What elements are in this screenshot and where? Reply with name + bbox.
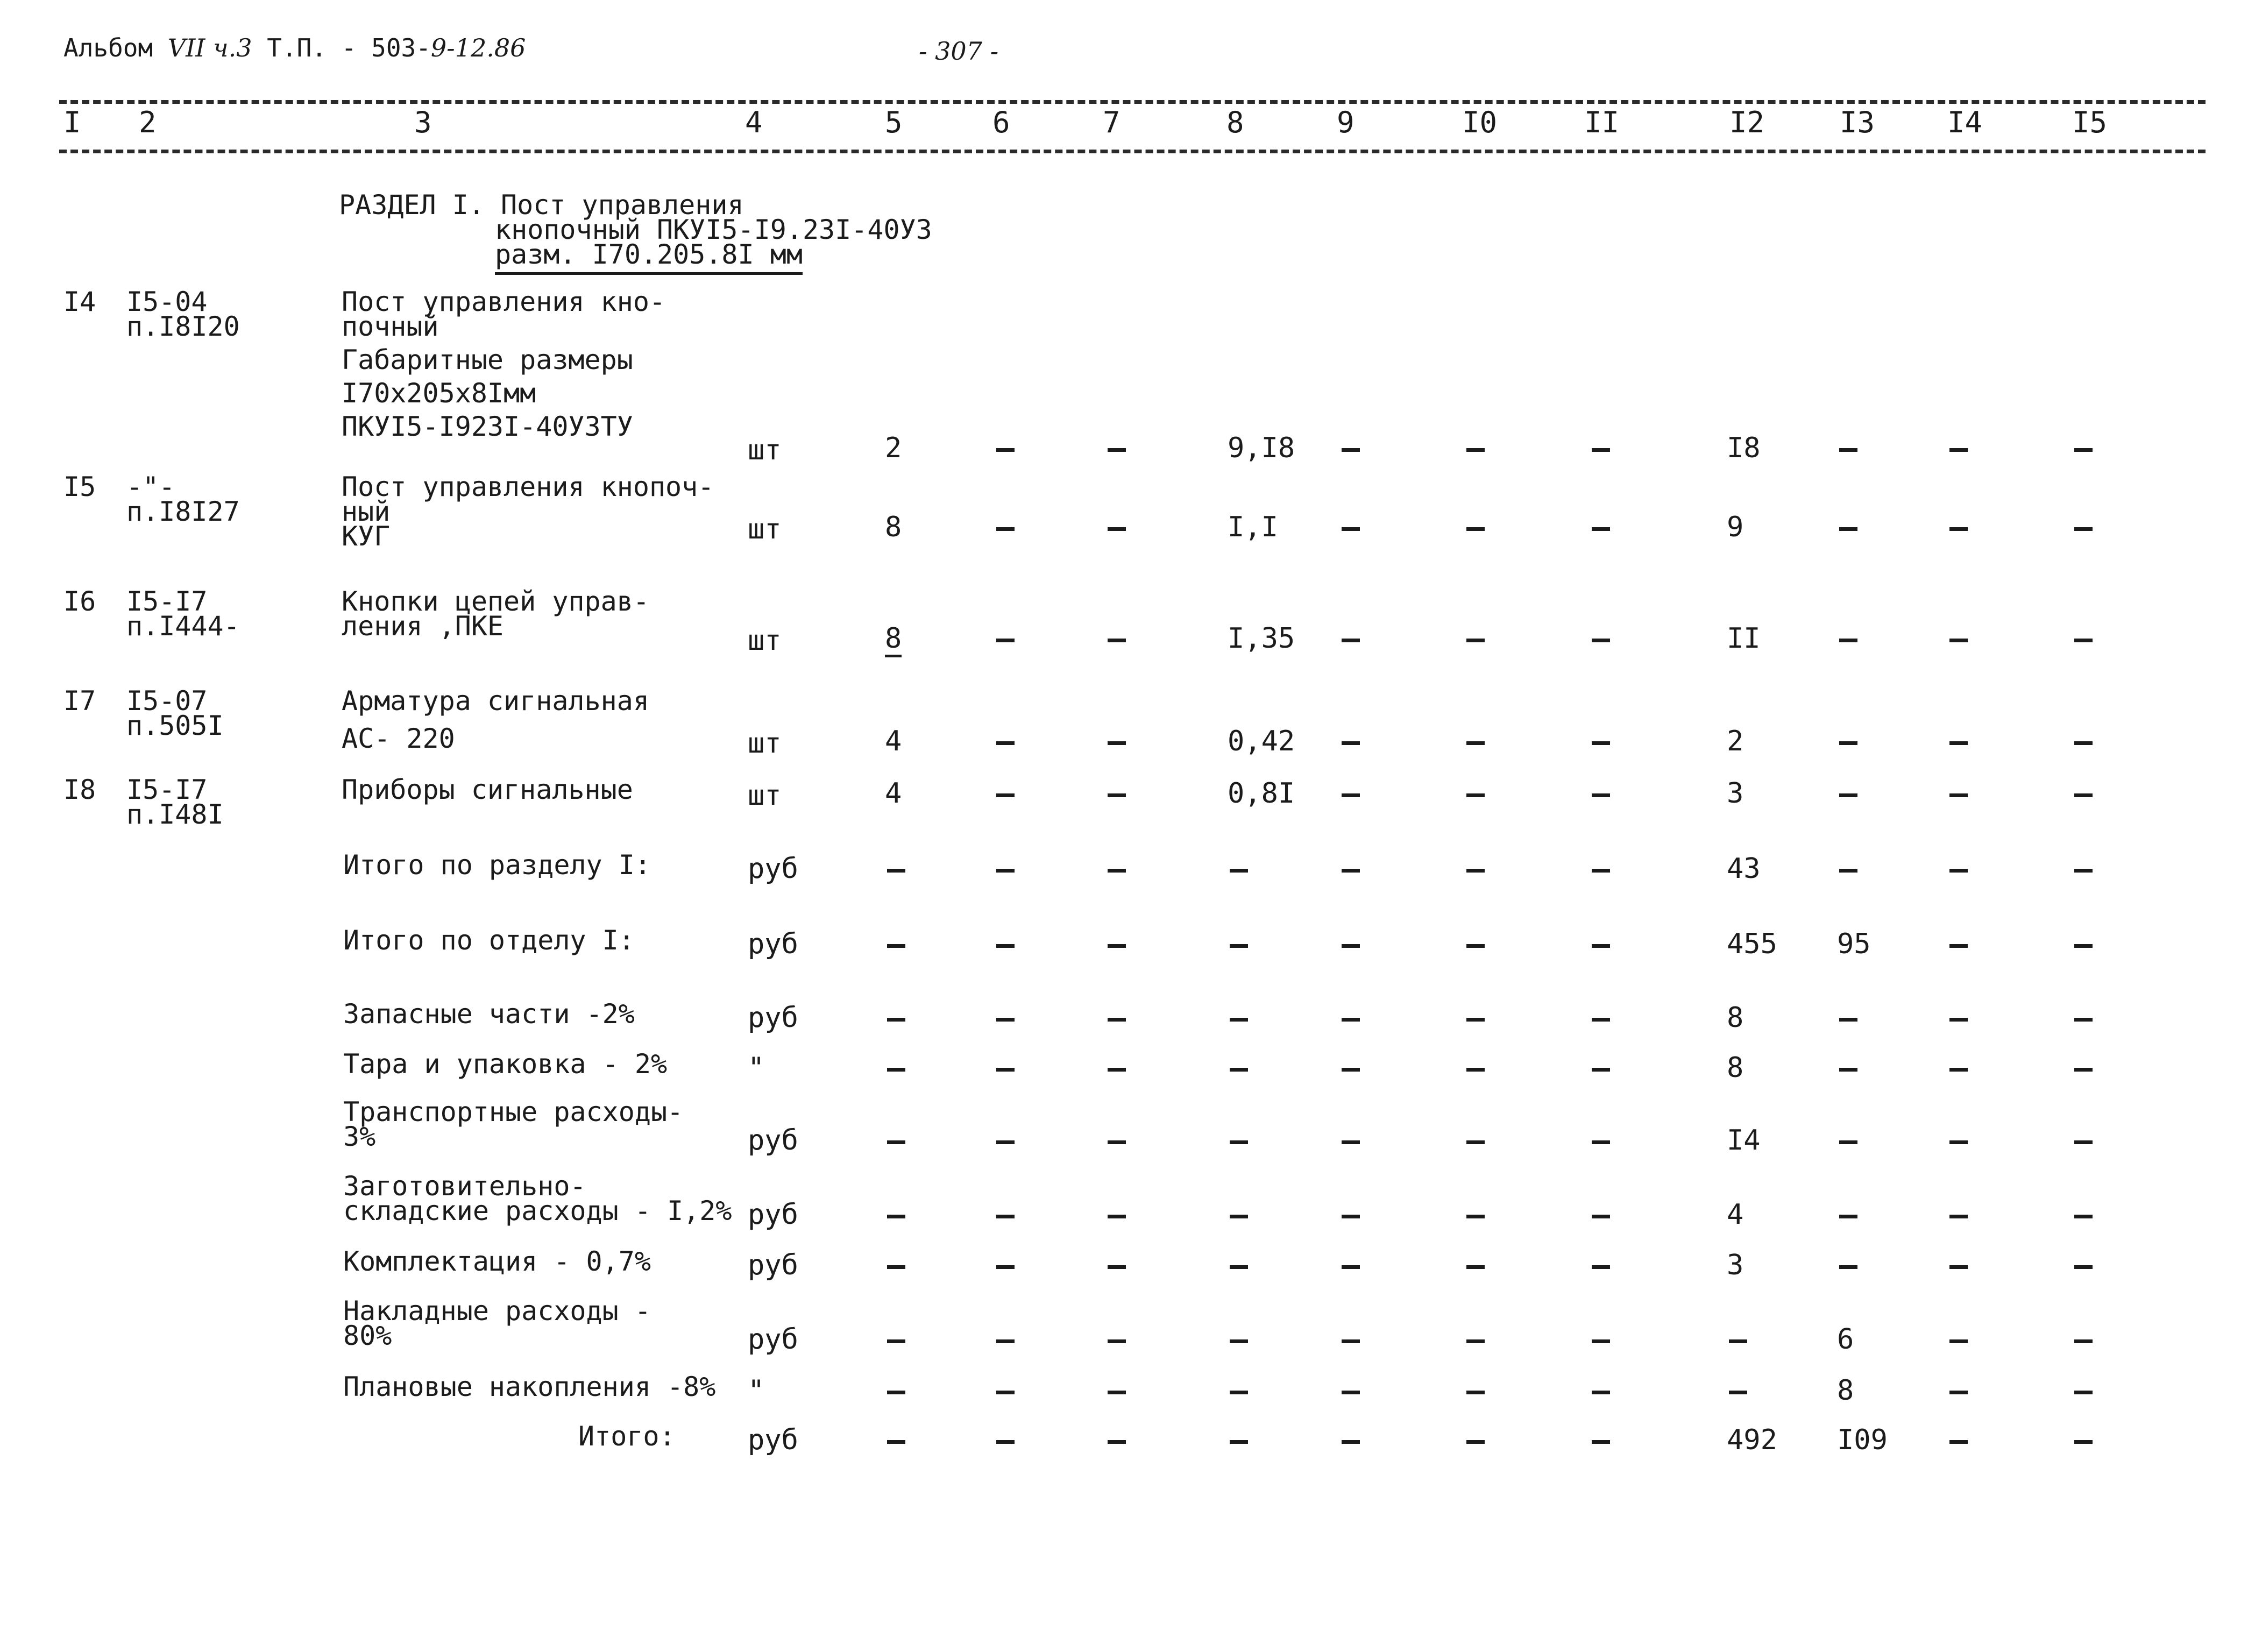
empty-cell-dash [996, 1391, 1015, 1394]
column-number: I0 [1462, 105, 1498, 139]
empty-cell-dash [1592, 1391, 1610, 1394]
empty-cell-dash [1949, 448, 1968, 452]
header-rule-top [59, 100, 2206, 104]
empty-cell-dash [1592, 1339, 1610, 1343]
empty-cell-dash [1592, 639, 1610, 642]
item-code: I5-I7 [126, 586, 208, 617]
empty-cell-dash [996, 448, 1015, 452]
summary-label-line: Плановые накопления -8% [343, 1371, 716, 1402]
empty-cell-dash [1108, 944, 1126, 948]
empty-cell-dash [1230, 869, 1248, 873]
summary-label [343, 1171, 732, 1226]
column-number: I [63, 105, 81, 139]
item-description [342, 774, 633, 805]
empty-cell-dash [1342, 741, 1360, 745]
empty-cell-dash [1839, 741, 1857, 745]
empty-cell-dash [996, 639, 1015, 642]
item-code-paragraph: п.I8I27 [126, 496, 240, 527]
empty-cell-dash [2074, 1215, 2093, 1218]
item-description-line: Арматура сигнальная [342, 685, 649, 717]
empty-cell-dash [1466, 1440, 1485, 1444]
empty-cell-dash [887, 1068, 905, 1072]
empty-cell-dash [996, 1140, 1015, 1144]
empty-cell-dash [887, 1265, 905, 1269]
empty-cell-dash [1342, 869, 1360, 873]
empty-cell-dash [1466, 944, 1485, 948]
empty-cell-dash [887, 1440, 905, 1444]
empty-cell-dash [1949, 1215, 1968, 1218]
section-title-line2: кнопочный ПКУI5-I9.23I-40У3 [495, 214, 932, 245]
summary-label [343, 1096, 684, 1152]
empty-cell-dash [1949, 1391, 1968, 1394]
summary-label-line: Заготовительно- [343, 1171, 586, 1202]
summary-label-line: 3% [343, 1121, 376, 1152]
empty-cell-dash [1230, 1215, 1248, 1218]
empty-cell-dash [1839, 448, 1857, 452]
item-description-line: КУГ [342, 521, 391, 552]
empty-cell-dash [2074, 869, 2093, 873]
item-description [342, 286, 666, 442]
summary-wage-cell: 95 [1837, 928, 1871, 960]
column-number: I4 [1947, 105, 1983, 139]
empty-cell-dash [1108, 1140, 1126, 1144]
empty-cell-dash [1108, 1215, 1126, 1218]
empty-cell-dash [1949, 1265, 1968, 1269]
empty-cell-dash [1230, 1391, 1248, 1394]
item-description-line: ПКУI5-I923I-40У3ТУ [342, 411, 633, 442]
empty-cell-dash [1466, 793, 1485, 797]
summary-label-line: Итого по отделу I: [343, 925, 635, 956]
summary-label-line: Итого: [578, 1421, 676, 1452]
empty-cell-dash [1949, 1140, 1968, 1144]
empty-cell-dash [1342, 448, 1360, 452]
empty-cell-dash [1108, 1018, 1126, 1022]
empty-cell-dash [1342, 1391, 1360, 1394]
empty-cell-dash [1342, 1018, 1360, 1022]
total-cost-cell: 2 [1727, 725, 1744, 757]
summary-total-cell: 455 [1727, 928, 1777, 960]
unit-price-cell: 0,42 [1228, 725, 1295, 757]
section-title-line3: разм. I70.205.8I мм [495, 239, 803, 275]
empty-cell-dash [2074, 793, 2093, 797]
quantity-cell: 8 [885, 622, 902, 657]
empty-cell-dash [887, 944, 905, 948]
section-title [339, 189, 932, 270]
empty-cell-dash [996, 944, 1015, 948]
empty-cell-dash [1592, 1068, 1610, 1072]
empty-cell-dash [887, 1215, 905, 1218]
unit-cell: шт [748, 625, 782, 657]
column-number: 3 [414, 105, 432, 139]
item-description-line: Пост управления кнопоч- [342, 471, 714, 502]
summary-label-line: Запасные части -2% [343, 998, 635, 1030]
empty-cell-dash [1108, 448, 1126, 452]
total-cost-cell: 3 [1727, 777, 1744, 810]
unit-cell: " [748, 1052, 765, 1084]
summary-label-line: складские расходы - I,2% [343, 1195, 732, 1226]
empty-cell-dash [996, 1440, 1015, 1444]
summary-label-line: Накладные расходы - [343, 1295, 651, 1327]
empty-cell-dash [1729, 1391, 1747, 1394]
empty-cell-dash [1108, 639, 1126, 642]
empty-cell-dash [1342, 793, 1360, 797]
empty-cell-dash [1342, 1140, 1360, 1144]
item-description [342, 471, 714, 552]
column-number: 7 [1103, 105, 1121, 139]
empty-cell-dash [1839, 527, 1857, 531]
item-code: -"- [126, 471, 175, 502]
empty-cell-dash [996, 527, 1015, 531]
empty-cell-dash [1230, 1339, 1248, 1343]
empty-cell-dash [1466, 741, 1485, 745]
column-number: 9 [1337, 105, 1355, 139]
summary-label-line: Итого по разделу I: [343, 849, 651, 881]
empty-cell-dash [1839, 1018, 1857, 1022]
item-description-line: АС- 220 [342, 723, 455, 754]
unit-cell: руб [748, 1124, 798, 1157]
item-number: I7 [63, 685, 96, 717]
summary-wage-cell: 8 [1837, 1374, 1854, 1407]
item-number: I4 [63, 286, 96, 317]
empty-cell-dash [1592, 527, 1610, 531]
empty-cell-dash [1466, 1265, 1485, 1269]
item-number: I6 [63, 586, 96, 617]
total-cost-cell: II [1727, 622, 1761, 655]
empty-cell-dash [1342, 944, 1360, 948]
item-code-paragraph: п.I8I20 [126, 311, 240, 342]
column-number: 8 [1226, 105, 1244, 139]
empty-cell-dash [996, 869, 1015, 873]
quantity-cell: 2 [885, 432, 902, 464]
unit-cell: руб [748, 1323, 798, 1356]
empty-cell-dash [1108, 869, 1126, 873]
unit-cell: шт [748, 779, 782, 812]
empty-cell-dash [887, 1140, 905, 1144]
empty-cell-dash [1342, 1440, 1360, 1444]
unit-price-cell: 9,I8 [1228, 432, 1295, 464]
column-number: I5 [2072, 105, 2108, 139]
empty-cell-dash [1466, 1068, 1485, 1072]
empty-cell-dash [996, 741, 1015, 745]
empty-cell-dash [1108, 1265, 1126, 1269]
empty-cell-dash [1230, 944, 1248, 948]
unit-cell: руб [748, 1199, 798, 1231]
empty-cell-dash [1230, 1440, 1248, 1444]
empty-cell-dash [1949, 869, 1968, 873]
summary-label [343, 849, 651, 881]
empty-cell-dash [1466, 1339, 1485, 1343]
empty-cell-dash [1592, 741, 1610, 745]
summary-total-cell: 8 [1727, 1052, 1744, 1084]
empty-cell-dash [1949, 944, 1968, 948]
empty-cell-dash [1466, 869, 1485, 873]
empty-cell-dash [1342, 1068, 1360, 1072]
empty-cell-dash [1466, 448, 1485, 452]
summary-label-line: 80% [343, 1320, 392, 1351]
unit-price-cell: I,35 [1228, 622, 1295, 655]
unit-price-cell: I,I [1228, 511, 1278, 543]
summary-label [343, 998, 635, 1030]
album-reference: Альбом VII ч.3 Т.П. - 503-9-12.86 [63, 33, 526, 62]
empty-cell-dash [2074, 1440, 2093, 1444]
empty-cell-dash [1342, 639, 1360, 642]
empty-cell-dash [1466, 527, 1485, 531]
empty-cell-dash [1342, 527, 1360, 531]
column-number: I3 [1840, 105, 1875, 139]
empty-cell-dash [1466, 1018, 1485, 1022]
empty-cell-dash [1592, 1018, 1610, 1022]
item-code-paragraph: п.I48I [126, 799, 224, 830]
item-description-line: Кнопки цепей управ- [342, 586, 649, 617]
empty-cell-dash [2074, 639, 2093, 642]
column-number: I2 [1729, 105, 1765, 139]
summary-label-line: Комплектация - 0,7% [343, 1246, 651, 1277]
item-description-line: Пост управления кно- [342, 286, 666, 317]
empty-cell-dash [1466, 1140, 1485, 1144]
empty-cell-dash [1466, 1391, 1485, 1394]
empty-cell-dash [887, 1339, 905, 1343]
unit-cell: руб [748, 928, 798, 960]
empty-cell-dash [1230, 1068, 1248, 1072]
item-code-paragraph: п.505I [126, 710, 224, 741]
empty-cell-dash [996, 1215, 1015, 1218]
summary-label [343, 1246, 651, 1277]
column-number: 2 [139, 105, 157, 139]
empty-cell-dash [996, 1018, 1015, 1022]
quantity-cell: 4 [885, 725, 902, 757]
empty-cell-dash [2074, 448, 2093, 452]
unit-cell: " [748, 1374, 765, 1407]
unit-cell: руб [748, 1002, 798, 1034]
empty-cell-dash [1342, 1265, 1360, 1269]
empty-cell-dash [1949, 1068, 1968, 1072]
empty-cell-dash [1230, 1265, 1248, 1269]
column-number: 4 [745, 105, 763, 139]
unit-cell: руб [748, 853, 798, 885]
item-description-line: ления ,ПКЕ [342, 611, 504, 642]
summary-label [343, 1295, 651, 1351]
empty-cell-dash [1839, 869, 1857, 873]
empty-cell-dash [996, 1068, 1015, 1072]
item-number: I8 [63, 774, 96, 805]
empty-cell-dash [1592, 1440, 1610, 1444]
empty-cell-dash [1839, 793, 1857, 797]
empty-cell-dash [887, 869, 905, 873]
empty-cell-dash [1342, 1215, 1360, 1218]
empty-cell-dash [2074, 1140, 2093, 1144]
summary-label [343, 1048, 668, 1080]
summary-label-line: Тара и упаковка - 2% [343, 1048, 668, 1080]
item-description-line: Приборы сигнальные [342, 774, 633, 805]
empty-cell-dash [2074, 1265, 2093, 1269]
empty-cell-dash [2074, 527, 2093, 531]
empty-cell-dash [1108, 793, 1126, 797]
empty-cell-dash [1466, 1215, 1485, 1218]
item-number: I5 [63, 471, 96, 502]
empty-cell-dash [2074, 944, 2093, 948]
item-code: I5-I7 [126, 774, 208, 805]
empty-cell-dash [1949, 527, 1968, 531]
empty-cell-dash [1839, 1215, 1857, 1218]
empty-cell-dash [1729, 1339, 1747, 1343]
empty-cell-dash [1839, 1265, 1857, 1269]
empty-cell-dash [1839, 1068, 1857, 1072]
section-title-line1: РАЗДЕЛ I. Пост управления [339, 189, 744, 221]
item-code: I5-07 [126, 685, 208, 717]
empty-cell-dash [2074, 1391, 2093, 1394]
empty-cell-dash [2074, 741, 2093, 745]
summary-label [578, 1421, 676, 1452]
empty-cell-dash [1108, 527, 1126, 531]
empty-cell-dash [1949, 1018, 1968, 1022]
item-description-line: Габаритные размеры [342, 344, 633, 375]
unit-price-cell: 0,8I [1228, 777, 1295, 810]
empty-cell-dash [2074, 1018, 2093, 1022]
unit-cell: шт [748, 727, 782, 760]
total-cost-cell: 9 [1727, 511, 1744, 543]
summary-wage-cell: I09 [1837, 1424, 1888, 1456]
empty-cell-dash [1108, 1391, 1126, 1394]
column-number: 5 [885, 105, 903, 139]
summary-total-cell: 43 [1727, 853, 1761, 885]
empty-cell-dash [1949, 1440, 1968, 1444]
item-description-line: почный [342, 311, 439, 342]
empty-cell-dash [1230, 1018, 1248, 1022]
summary-total-cell: 3 [1727, 1249, 1744, 1281]
empty-cell-dash [1949, 1339, 1968, 1343]
empty-cell-dash [2074, 1339, 2093, 1343]
unit-cell: шт [748, 434, 782, 466]
summary-total-cell: 8 [1727, 1002, 1744, 1034]
page-number: - 307 - [919, 37, 999, 66]
summary-label-line: Транспортные расходы- [343, 1096, 684, 1128]
empty-cell-dash [1592, 869, 1610, 873]
column-number: 6 [992, 105, 1010, 139]
empty-cell-dash [1592, 1215, 1610, 1218]
header-rule-bottom [59, 150, 2206, 153]
empty-cell-dash [1592, 944, 1610, 948]
item-description [342, 586, 649, 642]
empty-cell-dash [887, 1018, 905, 1022]
quantity-cell: 4 [885, 777, 902, 810]
summary-wage-cell: 6 [1837, 1323, 1854, 1356]
empty-cell-dash [1592, 1140, 1610, 1144]
empty-cell-dash [1839, 1140, 1857, 1144]
item-description [342, 685, 649, 754]
summary-total-cell: 4 [1727, 1199, 1744, 1231]
empty-cell-dash [1342, 1339, 1360, 1343]
empty-cell-dash [1108, 1440, 1126, 1444]
item-description-line: I70x205x8Iмм [342, 378, 536, 409]
summary-total-cell: 492 [1727, 1424, 1777, 1456]
unit-cell: руб [748, 1249, 798, 1281]
empty-cell-dash [1230, 1140, 1248, 1144]
empty-cell-dash [1592, 793, 1610, 797]
summary-total-cell: I4 [1727, 1124, 1761, 1157]
empty-cell-dash [1108, 1068, 1126, 1072]
empty-cell-dash [887, 1391, 905, 1394]
empty-cell-dash [1839, 639, 1857, 642]
empty-cell-dash [996, 1265, 1015, 1269]
item-code: I5-04 [126, 286, 208, 317]
empty-cell-dash [1466, 639, 1485, 642]
empty-cell-dash [2074, 1068, 2093, 1072]
item-code-paragraph: п.I444- [126, 611, 240, 642]
total-cost-cell: I8 [1727, 432, 1761, 464]
summary-label [343, 925, 635, 956]
empty-cell-dash [1949, 639, 1968, 642]
empty-cell-dash [1949, 741, 1968, 745]
column-number: II [1584, 105, 1620, 139]
empty-cell-dash [1592, 1265, 1610, 1269]
unit-cell: руб [748, 1424, 798, 1456]
quantity-cell: 8 [885, 511, 902, 543]
summary-label [343, 1371, 716, 1402]
unit-cell: шт [748, 513, 782, 545]
empty-cell-dash [996, 793, 1015, 797]
item-description-line: ный [342, 496, 391, 527]
empty-cell-dash [1592, 448, 1610, 452]
empty-cell-dash [1949, 793, 1968, 797]
empty-cell-dash [1108, 741, 1126, 745]
empty-cell-dash [1108, 1339, 1126, 1343]
empty-cell-dash [996, 1339, 1015, 1343]
